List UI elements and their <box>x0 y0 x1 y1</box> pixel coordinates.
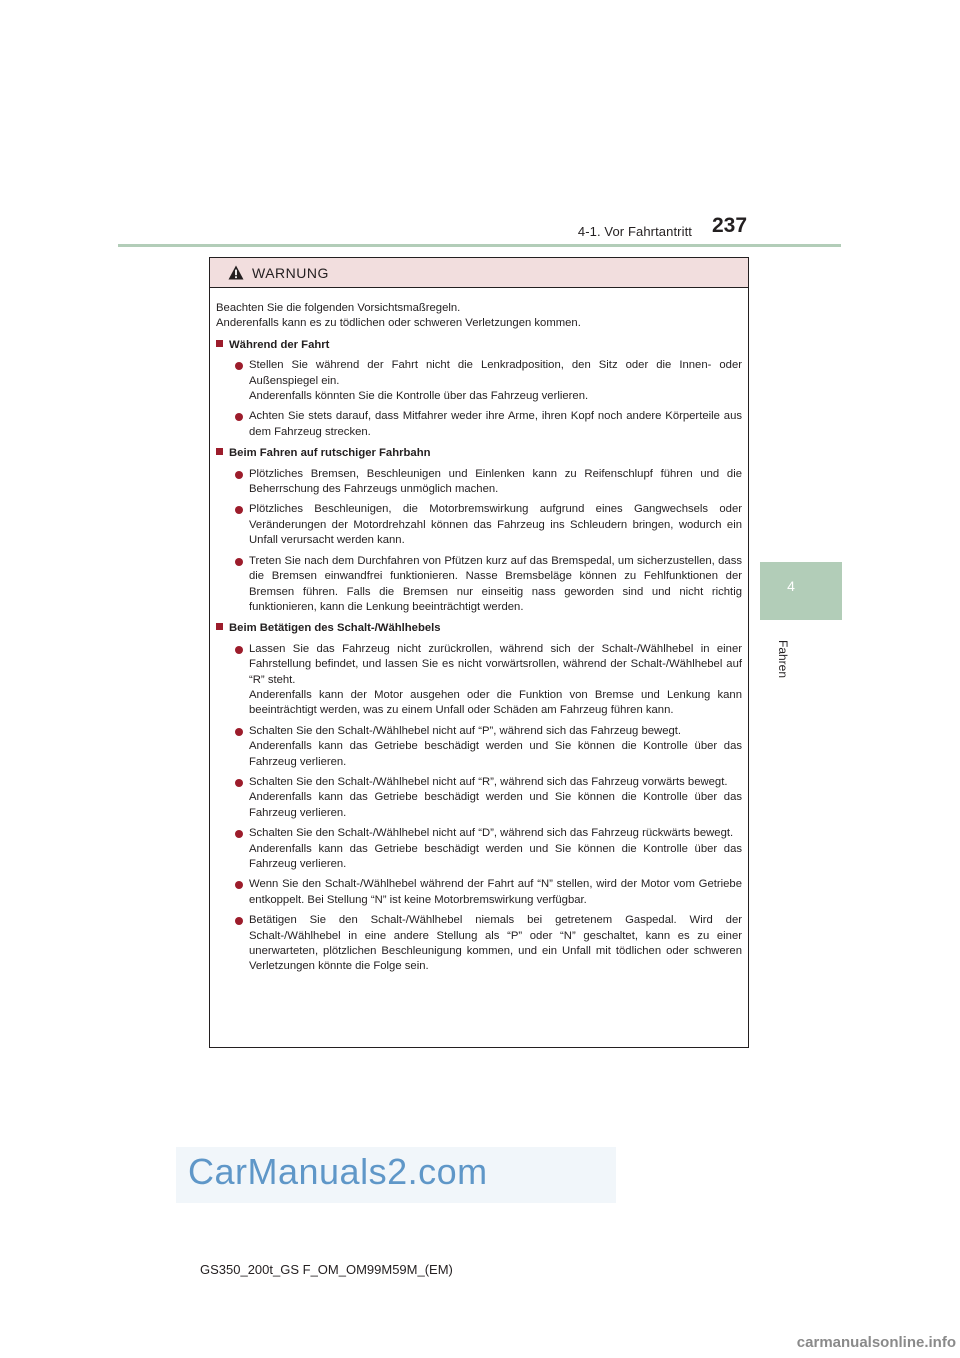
bullet-text: Schalten Sie den Schalt-/Wählhebel nicht auf “P”, während sich das Fahrzeug bewegt. <box>249 724 682 737</box>
warning-box <box>209 257 749 1048</box>
document-code: GS350_200t_GS F_OM_OM99M59M_(EM) <box>200 1262 453 1277</box>
round-bullet-icon <box>235 471 243 479</box>
bullet-text: Betätigen Sie den Schalt-/Wählhebel niemals bei getretenem Gaspedal. Wird der Schalt-/Wählhebel in eine andere Stellung als “P” oder “N” geschaltet, kann es zu einer unerwarteten, plötzlichen Beschleunigung kommen, und ein Unfall mit tödlichen oder schweren Verletzungen könnte die Folge sein. <box>249 914 742 973</box>
bullet-item <box>216 724 742 770</box>
bullet-text: Anderenfalls kann der Motor ausgehen oder die Funktion von Bremse und Lenkung kann beeinträchtigt werden, was zu einem Unfall oder Schäden am Fahrzeug führen kann. <box>249 688 742 717</box>
chapter-tab <box>760 562 842 620</box>
round-bullet-icon <box>235 728 243 736</box>
square-bullet-icon <box>216 448 223 455</box>
watermark-banner <box>176 1147 616 1203</box>
round-bullet-icon <box>235 830 243 838</box>
bullet-text: Schalten Sie den Schalt-/Wählhebel nicht auf “R”, während sich das Fahrzeug vorwärts bewegt. <box>249 775 728 788</box>
watermark-text: CarManuals2.com <box>188 1151 488 1192</box>
round-bullet-icon <box>235 917 243 925</box>
section-title-text: Während der Fahrt <box>229 338 330 351</box>
round-bullet-icon <box>235 779 243 787</box>
warning-section <box>216 446 742 615</box>
round-bullet-icon <box>235 881 243 889</box>
round-bullet-icon <box>235 558 243 566</box>
bullet-item <box>216 409 742 440</box>
bullet-item <box>216 877 742 908</box>
bullet-text: Treten Sie nach dem Durchfahren von Pfützen kurz auf das Bremspedal, um sicherzustellen, dass die Bremsen einwandfrei funktionieren. Nasse Bremsbeläge können zu Fehlfunktionen der Bremsen führen. Falls die Bremsen nur einseitig nass geworden sind und nicht richtig funktionieren, kann die Lenkung beeinträchtigt werden. <box>249 554 742 613</box>
bullet-text: Anderenfalls könnten Sie die Kontrolle über das Fahrzeug verlieren. <box>249 390 589 403</box>
bullet-text: Anderenfalls kann das Getriebe beschädigt werden und Sie können die Kontrolle über das Fahrzeug verlieren. <box>249 740 742 768</box>
bullet-text: Schalten Sie den Schalt-/Wählhebel nicht auf “D”, während sich das Fahrzeug rückwärts bewegt. <box>249 827 734 840</box>
bullet-text: Plötzliches Bremsen, Beschleunigen und Einlenken kann zu Reifenschlupf führen und die Beherrschung des Fahrzeugs unmöglich machen. <box>249 467 742 496</box>
section-title <box>216 446 742 461</box>
warning-body <box>210 288 748 975</box>
page-number: 237 <box>712 214 748 237</box>
bullet-item <box>216 554 742 616</box>
bullet-item <box>216 358 742 404</box>
section-title-text: Beim Betätigen des Schalt-/Wählhebels <box>229 622 441 635</box>
corner-watermark: carmanualsonline.info <box>796 1334 956 1351</box>
bullet-text: Plötzliches Beschleunigen, die Motorbremswirkung aufgrund eines Gangwechsels oder Veränderungen der Motordrehzahl können das Fahrzeug ins Schleudern bringen, wodurch ein Unfall verursacht werden kann. <box>249 503 742 547</box>
bullet-item <box>216 775 742 821</box>
warning-title: WARNUNG <box>252 264 329 281</box>
section-title-text: Beim Fahren auf rutschiger Fahrbahn <box>229 447 431 460</box>
bullet-text: Anderenfalls kann das Getriebe beschädigt werden und Sie können die Kontrolle über das Fahrzeug verlieren. <box>249 791 742 819</box>
warning-intro <box>216 301 742 332</box>
round-bullet-icon <box>235 362 243 370</box>
warning-triangle-icon <box>228 265 244 280</box>
bullet-item <box>216 502 742 548</box>
square-bullet-icon <box>216 340 223 347</box>
chapter-number: 4 <box>787 578 795 594</box>
section-title <box>216 338 742 353</box>
bullet-text: Achten Sie stets darauf, dass Mitfahrer weder ihre Arme, ihren Kopf noch andere Körperteile aus dem Fahrzeug strecken. <box>249 410 742 438</box>
bullet-item <box>216 913 742 975</box>
bullet-text: Lassen Sie das Fahrzeug nicht zurückrollen, während sich der Schalt-/Wählhebel in einer Fahrstellung befindet, und lassen Sie es nicht vorwärtsrollen, während der Schalt-/Wählhebel auf “R” steht. <box>249 642 742 686</box>
chapter-label <box>770 634 810 694</box>
bullet-text: Wenn Sie den Schalt-/Wählhebel während der Fahrt auf “N” stellen, wird der Motor vom Getriebe entkoppelt. Bei Stellung “N” ist keine Motorbremswirkung verfügbar. <box>249 878 742 906</box>
square-bullet-icon <box>216 623 223 630</box>
chapter-label-text: Fahren <box>776 639 791 679</box>
bullet-text: Stellen Sie während der Fahrt nicht die Lenkradposition, den Sitz oder die Innen- oder Außenspiegel ein. <box>249 359 742 387</box>
header-section-title: 4-1. Vor Fahrtantritt <box>577 224 692 239</box>
header-rule <box>118 244 841 247</box>
section-title <box>216 621 742 636</box>
warning-header <box>210 258 748 288</box>
bullet-text: Anderenfalls kann das Getriebe beschädigt werden und Sie können die Kontrolle über das Fahrzeug verlieren. <box>249 842 742 870</box>
warning-section <box>216 338 742 440</box>
bullet-item <box>216 642 742 719</box>
round-bullet-icon <box>235 646 243 654</box>
intro-line: Beachten Sie die folgenden Vorsichtsmaßregeln. <box>216 302 461 314</box>
round-bullet-icon <box>235 506 243 514</box>
warning-section <box>216 621 742 975</box>
bullet-item <box>216 467 742 498</box>
intro-line: Anderenfalls kann es zu tödlichen oder schweren Verletzungen kommen. <box>216 317 581 330</box>
bullet-item <box>216 826 742 872</box>
round-bullet-icon <box>235 413 243 421</box>
